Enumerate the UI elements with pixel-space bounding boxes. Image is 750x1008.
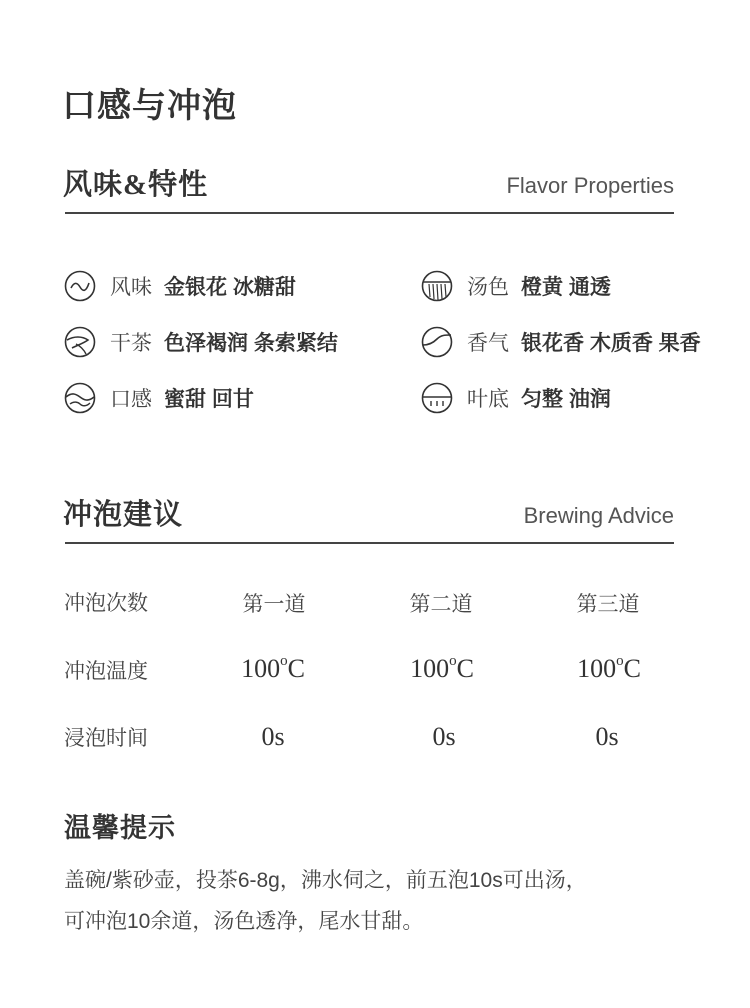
temperature-value: 100 [410, 654, 450, 683]
degree-mark: o [449, 653, 457, 669]
flavor-attr-value: 橙黄 通透 [521, 276, 611, 299]
temperature-value: 100 [577, 654, 617, 683]
flavor-attr-value: 匀整 油润 [521, 388, 611, 411]
flavor-attr-mouthfeel [64, 383, 254, 413]
column-header-first: 第一道 [242, 593, 306, 616]
curled-leaf-circle-icon [64, 326, 96, 358]
flavor-attr-dry-leaf [64, 327, 338, 357]
temperature-cell [539, 653, 679, 684]
flavor-attr-value: 蜜甜 回甘 [164, 388, 254, 411]
temperature-cell [372, 653, 512, 684]
temperature-unit: C [623, 654, 641, 683]
flavor-attr-value: 银花香 木质香 果香 [521, 332, 701, 355]
flavor-attr-taste [64, 271, 296, 301]
mouth-circle-icon [64, 382, 96, 414]
degree-mark: o [280, 653, 288, 669]
flavor-attr-label: 叶底 [467, 388, 509, 411]
brewing-section-divider [65, 542, 674, 544]
flavor-attr-value: 色泽褐润 条索紧结 [164, 332, 338, 355]
steep-time-cell: 0s [595, 722, 619, 751]
wave-circle-icon [64, 270, 96, 302]
temperature-cell [203, 653, 343, 684]
dotted-circle-icon [421, 382, 453, 414]
flavor-attr-label: 口感 [110, 388, 152, 411]
steep-time-cell: 0s [261, 722, 285, 751]
degree-mark: o [616, 653, 624, 669]
flavor-attr-label: 风味 [110, 276, 152, 299]
brewing-section-title-en: Brewing Advice [523, 503, 674, 528]
tips-line: 可冲泡10余道，汤色透净，尾水甘甜。 [64, 910, 424, 933]
page-title: 口感与冲泡 [62, 88, 237, 125]
temperature-unit: C [456, 654, 474, 683]
temperature-unit: C [287, 654, 305, 683]
steep-time-cell: 0s [432, 722, 456, 751]
flavor-section-title-en: Flavor Properties [506, 173, 674, 198]
flavor-attr-label: 干茶 [110, 332, 152, 355]
temperature-value: 100 [241, 654, 281, 683]
flavor-section-title: 风味&特性 [63, 169, 209, 201]
flavor-attr-label: 汤色 [467, 276, 509, 299]
tips-line: 盖碗/紫砂壶，投茶6-8g，沸水伺之，前五泡10s可出汤， [64, 869, 587, 892]
tips-title: 温馨提示 [64, 813, 176, 843]
flavor-attr-label: 香气 [467, 332, 509, 355]
aroma-curve-circle-icon [421, 326, 453, 358]
flavor-attr-liquor-color [421, 271, 611, 301]
brewing-section-title: 冲泡建议 [63, 499, 184, 531]
flavor-section-divider [65, 212, 674, 214]
flavor-attr-leaf-base [421, 383, 611, 413]
flavor-attr-aroma [421, 327, 701, 357]
row-label-steep-time: 浸泡时间 [64, 727, 148, 750]
column-header-third: 第三道 [576, 593, 640, 616]
row-label-temperature: 冲泡温度 [64, 660, 148, 683]
row-label-infusion: 冲泡次数 [64, 592, 148, 615]
hatched-circle-icon [421, 270, 453, 302]
column-header-second: 第二道 [409, 593, 473, 616]
flavor-attr-value: 金银花 冰糖甜 [164, 276, 296, 299]
